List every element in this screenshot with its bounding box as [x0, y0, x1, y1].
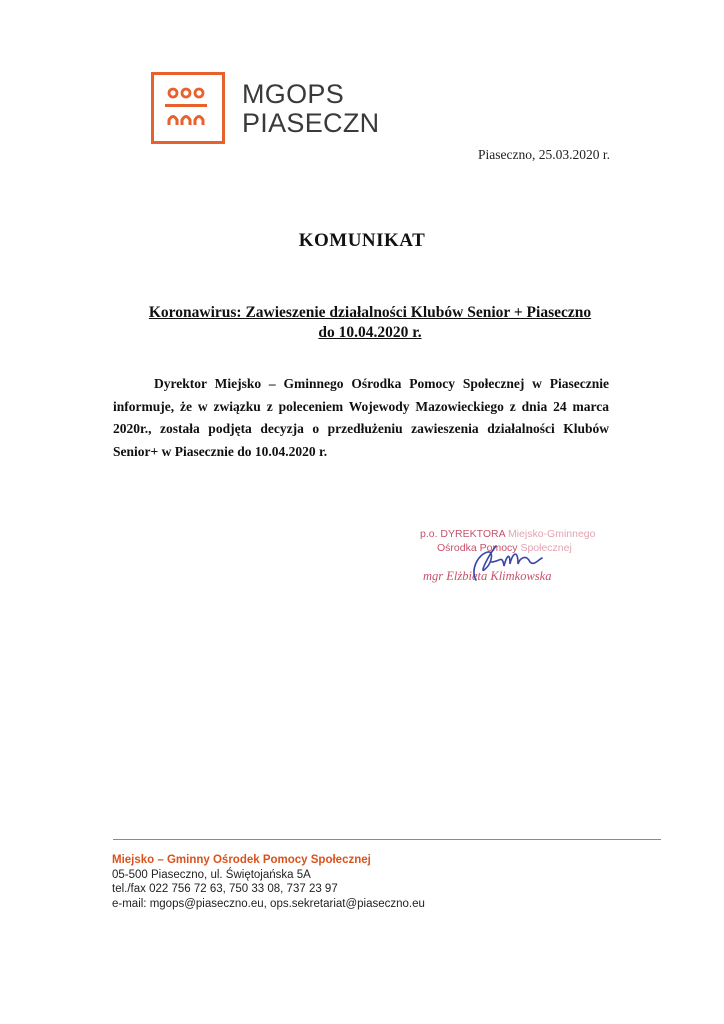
- subtitle-line-1: Koronawirus: Zawieszenie działalności Klubów Senior + Piaseczno: [148, 304, 592, 321]
- footer-email: e-mail: mgops@piaseczno.eu, ops.sekretariat@piaseczno.eu: [112, 897, 425, 910]
- document-date: Piaseczno, 25.03.2020 r.: [478, 147, 610, 162]
- footer-address: 05-500 Piaseczno, ul. Świętojańska 5A: [112, 868, 311, 881]
- logo-line-2: PIASECZN: [242, 108, 380, 138]
- logo-wordmark: [242, 79, 380, 138]
- logo-people-icon: [154, 75, 222, 141]
- footer-phone: tel./fax 022 756 72 63, 750 33 08, 737 23 97: [112, 883, 338, 895]
- stamp-line-2-faint: Społecznej: [520, 542, 572, 554]
- document-subtitle: [100, 303, 640, 343]
- announcement-body: Dyrektor Miejsko – Gminnego Ośrodka Pomocy Społecznej w Piasecznie informuje, że w związku z poleceniem Wojewody Mazowieckiego z dnia 24 marca 2020r., została podjęta decyzja o przedłużeniu zawieszenia działalności Klubów Senior+ w Piasecznie do 10.04.2020 r.: [113, 376, 609, 459]
- footer-contact: [112, 853, 425, 911]
- footer-org-name: Miejsko – Gminny Ośrodek Pomocy Społecznej: [112, 854, 371, 866]
- stamp-line-1-faint: Miejsko-Gminnego: [507, 528, 596, 540]
- logo-mark: [151, 72, 225, 144]
- stamp-line-1-main: p.o. DYREKTORA: [420, 528, 506, 540]
- stamp-name: mgr Elżbieta Klimkowska: [423, 569, 552, 583]
- document-title: KOMUNIKAT: [298, 230, 426, 251]
- subtitle-line-2: do 10.04.2020 r.: [318, 324, 422, 341]
- logo-line-1: MGOPS: [242, 79, 345, 109]
- stamp-line-1: [420, 528, 595, 540]
- stamp-line-2-main: Ośrodka Pomocy: [437, 542, 518, 554]
- footer-divider: [113, 839, 661, 840]
- handwritten-signature: [458, 540, 568, 590]
